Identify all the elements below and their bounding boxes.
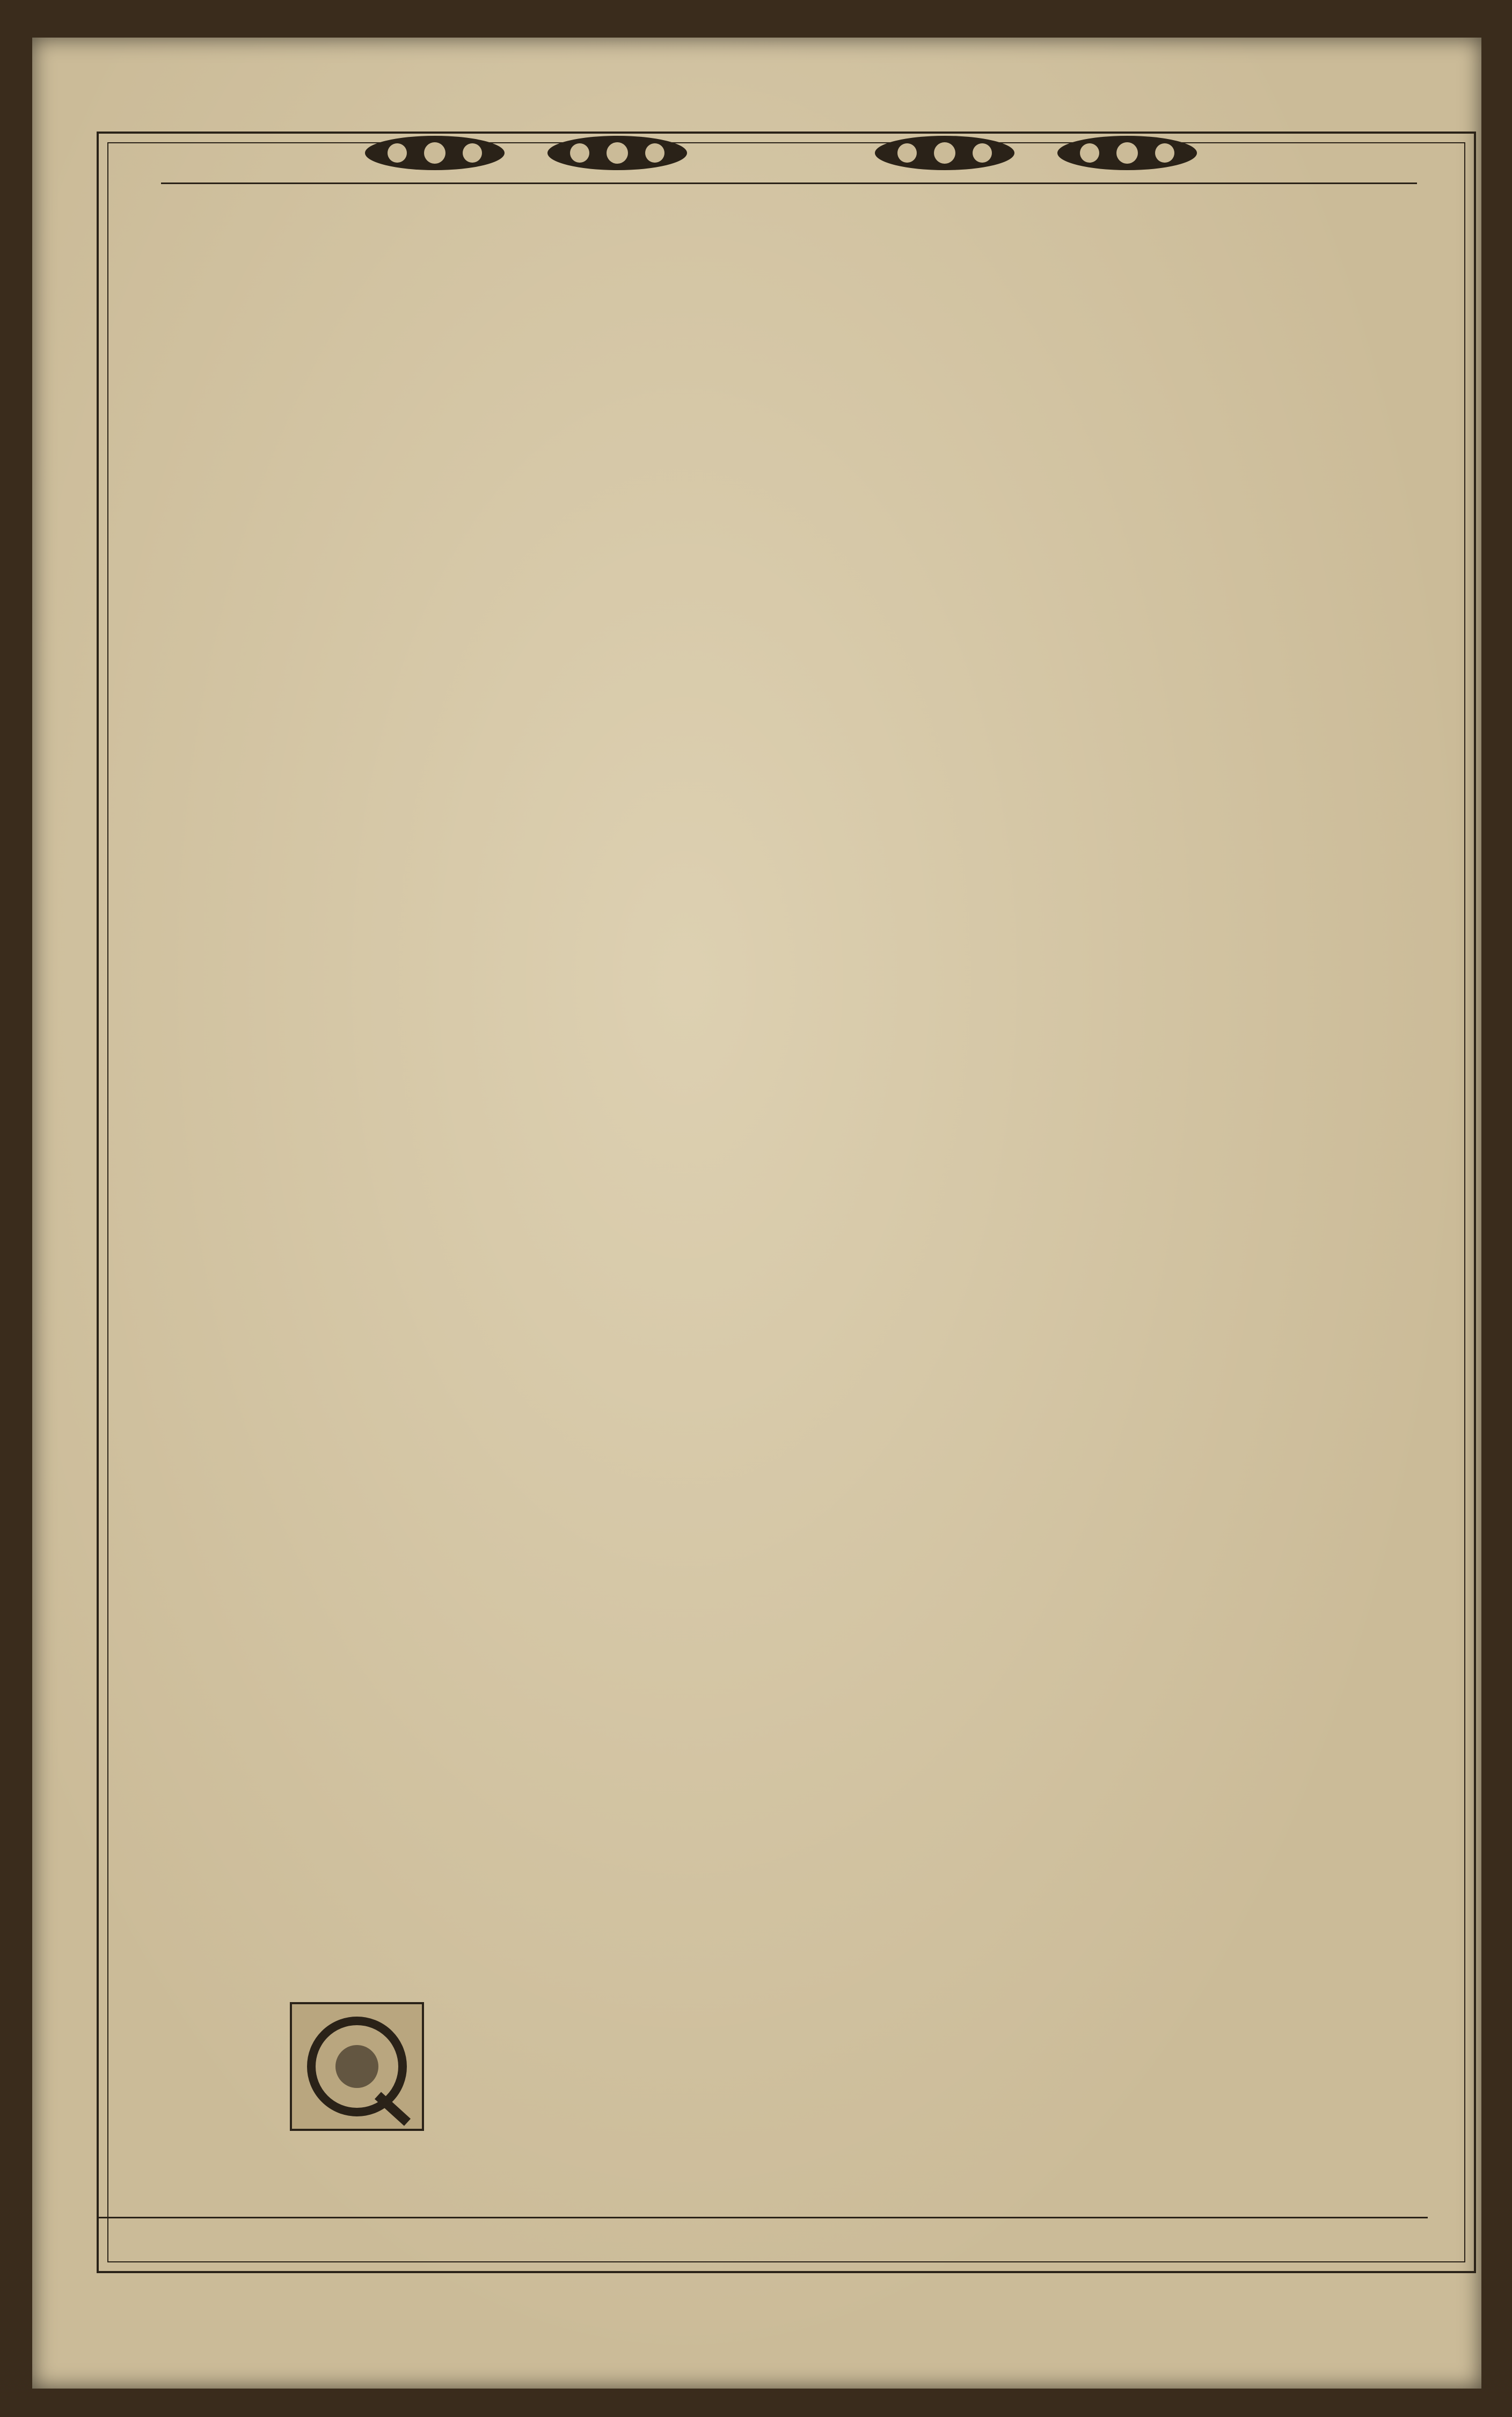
header-ornament-left-1 [360,129,510,177]
page-border-inner [107,142,1465,2262]
initial-ornament-icon [292,2004,422,2129]
book-page [32,38,1481,2389]
header-ornament-right-2 [1052,129,1202,177]
decorated-initial-q [290,2002,424,2131]
header-rule [161,182,1417,184]
header-ornament-right-1 [870,129,1020,177]
footer-rule [97,2217,1428,2218]
header-ornament-left-2 [542,129,692,177]
